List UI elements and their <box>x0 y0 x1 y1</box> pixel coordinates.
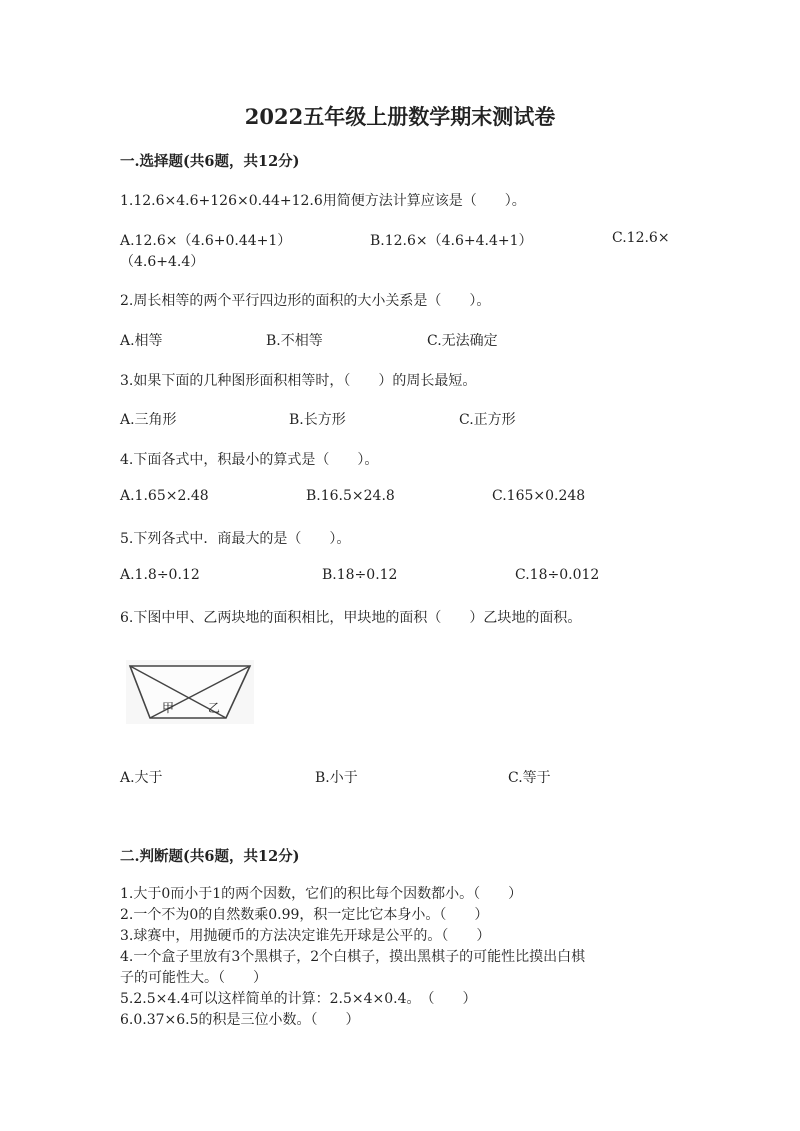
tf-question-1: 1.大于0而小于1的两个因数，它们的积比每个因数都小。（ ） <box>120 886 523 902</box>
question-3-text: 3.如果下面的几种图形面积相等时，（ ）的周长最短。 <box>120 373 477 389</box>
question-2-option-c: C.无法确定 <box>427 333 498 349</box>
tf-question-4-line-2: 子的可能性大。（ ） <box>120 970 267 986</box>
question-2-option-b: B.不相等 <box>266 333 323 349</box>
tf-question-6: 6.0.37×6.5的积是三位小数。（ ） <box>120 1012 360 1028</box>
question-6-option-a: A.大于 <box>120 770 163 786</box>
question-2-option-a: A.相等 <box>120 333 163 349</box>
figure-label-yi: 乙 <box>208 701 221 715</box>
figure-label-jia: 甲 <box>162 701 175 715</box>
section-heading-true-false: 二.判断题(共6题，共12分) <box>120 848 300 865</box>
tf-question-2: 2.一个不为0的自然数乘0.99，积一定比它本身小。（ ） <box>120 907 489 923</box>
question-3-option-c: C.正方形 <box>459 412 516 428</box>
page-title: 2022五年级上册数学期末测试卷 <box>244 104 556 129</box>
question-4-option-c: C.165×0.248 <box>492 488 586 504</box>
question-6-option-b: B.小于 <box>315 770 358 786</box>
trapezoid-diagram <box>126 660 254 724</box>
tf-question-4-line-1: 4.一个盒子里放有3个黑棋子，2个白棋子，摸出黑棋子的可能性比摸出白棋 <box>120 949 586 965</box>
question-2-text: 2.周长相等的两个平行四边形的面积的大小关系是（ ）。 <box>120 293 491 309</box>
question-3-option-a: A.三角形 <box>120 412 177 428</box>
trapezoid-figure <box>126 660 254 724</box>
question-5-option-b: B.18÷0.12 <box>322 567 398 583</box>
question-1-option-a: A.12.6×（4.6+0.44+1） <box>120 233 292 249</box>
question-1-option-c-continued: （4.6+4.4） <box>120 254 205 270</box>
section-heading-multiple-choice: 一.选择题(共6题，共12分) <box>120 153 300 170</box>
question-6-text: 6.下图中甲、乙两块地的面积相比，甲块地的面积（ ）乙块地的面积。 <box>120 610 582 626</box>
question-1-option-b: B.12.6×（4.6+4.4+1） <box>370 233 533 249</box>
question-1-option-c: C.12.6× <box>612 230 670 246</box>
tf-question-3: 3.球赛中，用抛硬币的方法决定谁先开球是公平的。（ ） <box>120 928 491 944</box>
question-5-option-a: A.1.8÷0.12 <box>120 567 200 583</box>
question-6-option-c: C.等于 <box>508 770 551 786</box>
question-4-option-a: A.1.65×2.48 <box>120 488 209 504</box>
question-5-text: 5.下列各式中．商最大的是（ ）。 <box>120 531 351 547</box>
question-5-option-c: C.18÷0.012 <box>515 567 600 583</box>
tf-question-5: 5.2.5×4.4可以这样简单的计算：2.5×4×0.4。 （ ） <box>120 991 477 1007</box>
question-3-option-b: B.长方形 <box>289 412 346 428</box>
question-1-text: 1.12.6×4.6+126×0.44+12.6用简便方法计算应该是（ ）。 <box>120 193 526 209</box>
question-4-option-b: B.16.5×24.8 <box>306 488 395 504</box>
question-4-text: 4.下面各式中，积最小的算式是（ ）。 <box>120 452 379 468</box>
